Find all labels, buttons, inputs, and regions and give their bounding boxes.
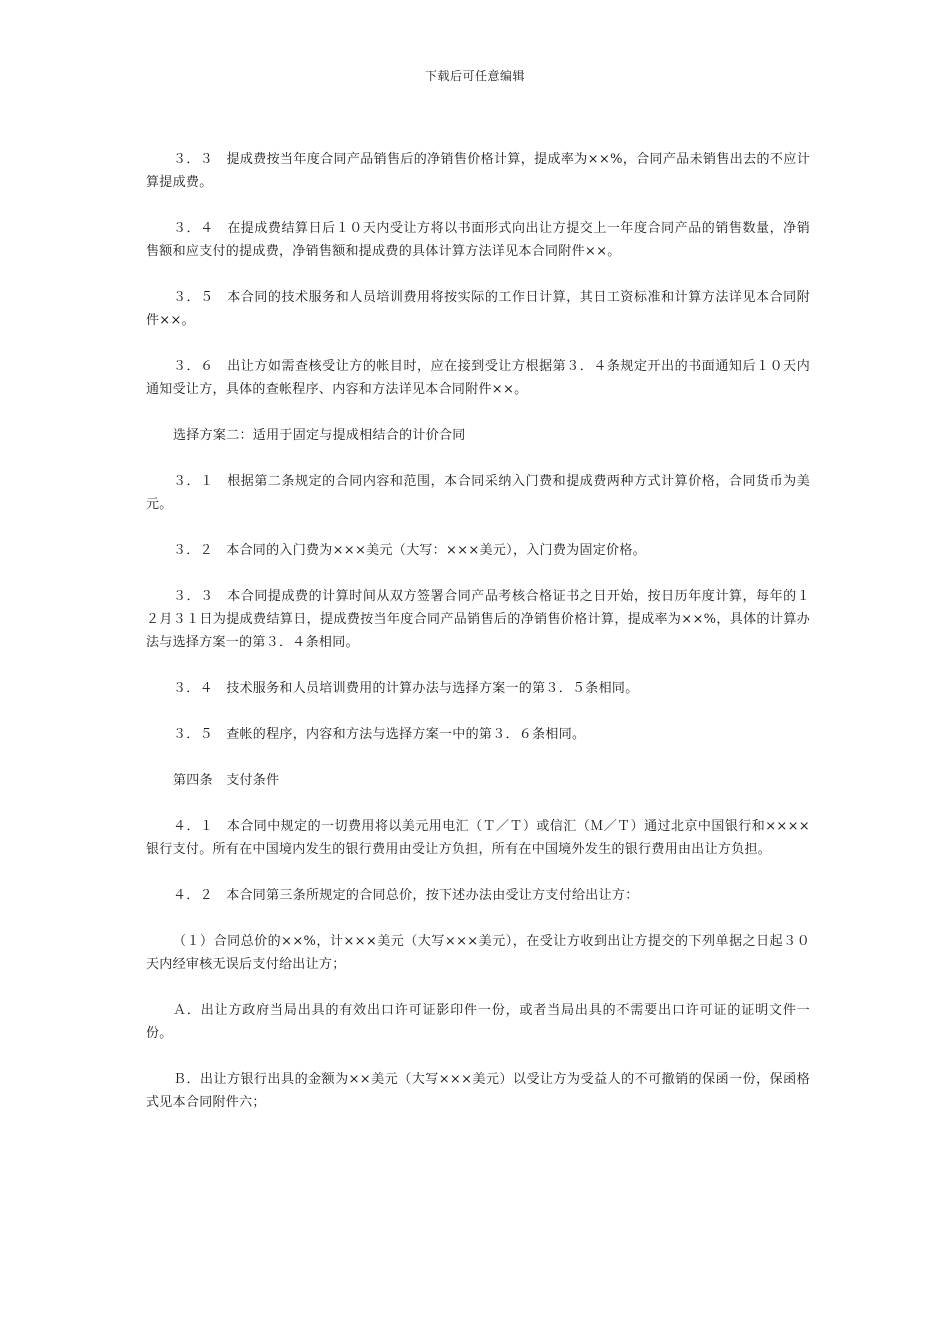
- paragraph-item-a: Ａ．出让方政府当局出具的有效出口许可证影印件一份，或者当局出具的不需要出口许可证的证明文件一份。: [146, 1003, 810, 1041]
- paragraph-4-2: ４．２ 本合同第三条所规定的合同总价，按下述办法由受让方支付给出让方：: [173, 888, 639, 903]
- paragraph-4-1: ４．１ 本合同中规定的一切费用将以美元用电汇（Ｔ／Ｔ）或信汇（Ｍ／Ｔ）通过北京中国银行和××××银行支付。所有在中国境内发生的银行费用由受让方负担，所有在中国境外发生的银行费用由出让方负担。: [146, 819, 810, 857]
- paragraph-opt2-3-5: ３．５ 查帐的程序，内容和方法与选择方案一中的第３．６条相同。: [173, 727, 586, 742]
- paragraph-3-5: ３．５ 本合同的技术服务和人员培训费用将按实际的工作日计算，其日工资标准和计算方法详见本合同附件××。: [146, 290, 810, 328]
- page-header: 下载后可任意编辑: [424, 69, 525, 83]
- paragraph-opt2-3-3: ３．３ 本合同提成费的计算时间从双方签署合同产品考核合格证书之日开始，按日历年度计算，每年的１２月３１日为提成费结算日，提成费按当年度合同产品销售后的净销售价格计算，提成率为××%，具体的计算办法与选择方案一的第３．４条相同。: [146, 589, 810, 650]
- article-four-heading: 第四条 支付条件: [173, 773, 280, 788]
- document-body: [146, 148, 810, 1137]
- paragraph-opt2-3-4: ３．４ 技术服务和人员培训费用的计算办法与选择方案一的第３．５条相同。: [173, 681, 639, 696]
- paragraph-opt2-3-1: ３．１ 根据第二条规定的合同内容和范围，本合同采纳入门费和提成费两种方式计算价格，合同货币为美元。: [146, 474, 810, 512]
- paragraph-3-3: ３．３ 提成费按当年度合同产品销售后的净销售价格计算，提成率为××%，合同产品未销售出去的不应计算提成费。: [146, 152, 810, 190]
- paragraph-3-6: ３．６ 出让方如需查核受让方的帐目时，应在接到受让方根据第３．４条规定开出的书面通知后１０天内通知受让方，具体的查帐程序、内容和方法详见本合同附件××。: [146, 359, 810, 397]
- option-two-heading: 选择方案二：适用于固定与提成相结合的计价合同: [173, 428, 466, 443]
- paragraph-item-b: Ｂ．出让方银行出具的金额为××美元（大写×××美元）以受让方为受益人的不可撤销的保函一份，保函格式见本合同附件六；: [146, 1072, 810, 1110]
- paragraph-3-4: ３．４ 在提成费结算日后１０天内受让方将以书面形式向出让方提交上一年度合同产品的销售数量，净销售额和应支付的提成费，净销售额和提成费的具体计算方法详见本合同附件××。: [146, 221, 810, 259]
- paragraph-4-2-item-1: （１）合同总价的××%，计×××美元（大写×××美元），在受让方收到出让方提交的下列单据之日起３０天内经审核无误后支付给出让方；: [146, 934, 810, 972]
- paragraph-opt2-3-2: ３．２ 本合同的入门费为×××美元（大写：×××美元），入门费为固定价格。: [173, 543, 646, 558]
